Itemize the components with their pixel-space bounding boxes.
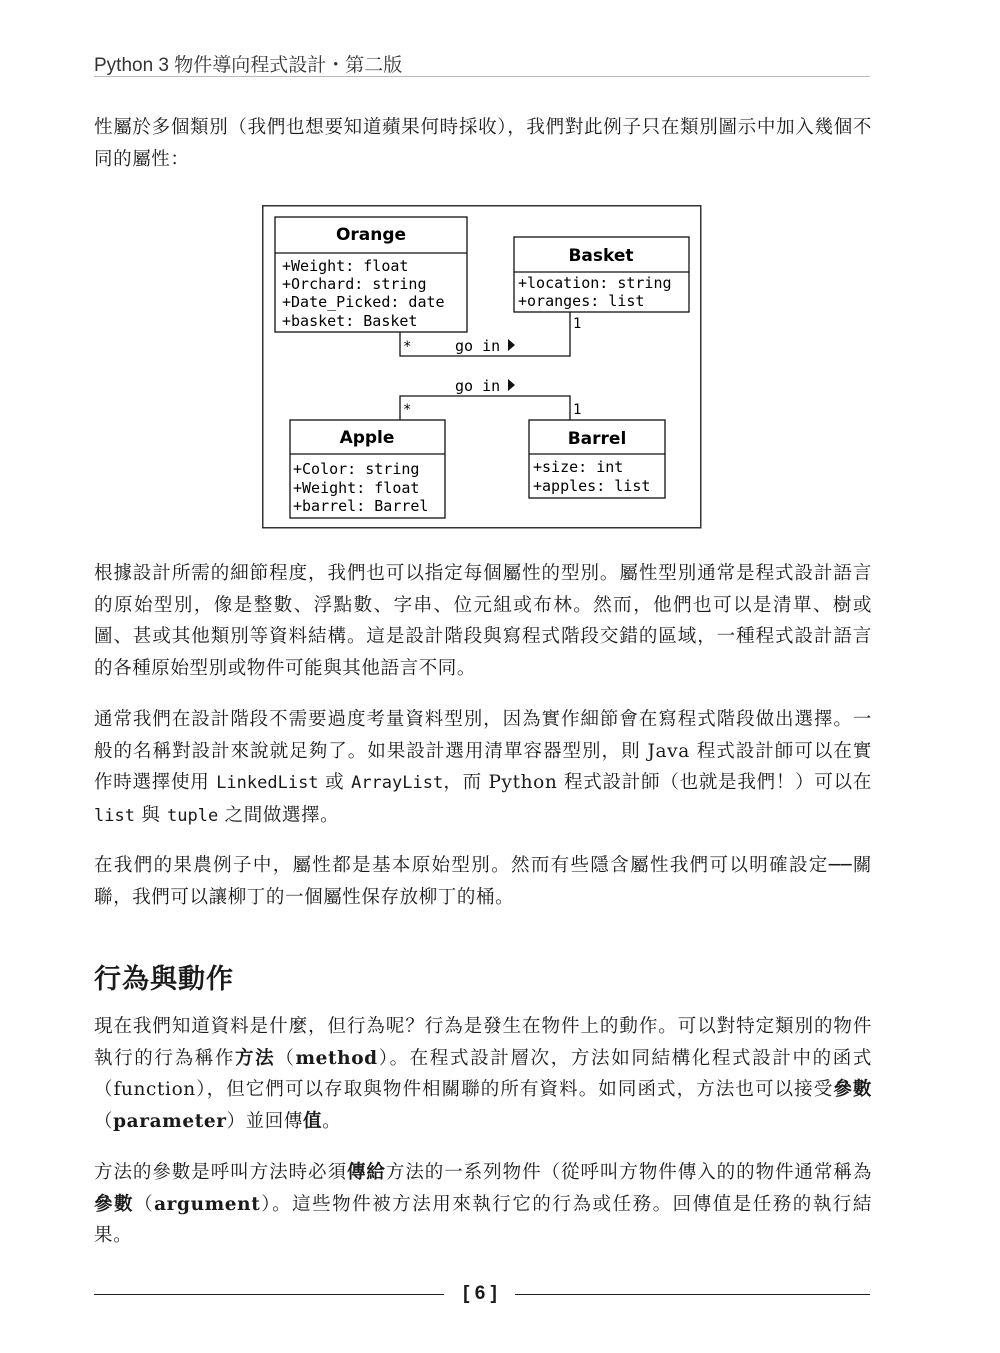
body-paragraph-5: 方法的參數是呼叫方法時必須傳給方法的一系列物件（從呼叫方物件傳入的的物件通常稱為參數（argument）。這些物件被方法用來執行它的行為或任務。回傳值是任務的執行結果。	[94, 1162, 872, 1246]
term-argument-en: argument	[154, 1193, 261, 1215]
term-value-zh: 值	[302, 1110, 323, 1132]
term-method-en: method	[295, 1047, 378, 1069]
class-barrel	[529, 420, 665, 498]
apple-attr: +Weight: float	[293, 479, 420, 497]
code-list: list	[94, 805, 135, 826]
uml-class-diagram	[262, 205, 702, 530]
body-paragraph-2: 通常我們在設計階段不需要過度考量資料型別，因為實作細節會在寫程式階段做出選擇。一般的名稱對設計來說就足夠了。如果設計選用清單容器型別，則 Java 程式設計師可以在實作時選擇使用 LinkedList 或 ArrayList，而 Python 程式設計師（也就是我們！）可以在 list 與 tuple 之間做選擇。	[94, 709, 872, 826]
class-apple	[290, 420, 445, 518]
orange-attr: +Weight: float	[282, 257, 409, 275]
apple-attr: +barrel: Barrel	[293, 497, 429, 515]
barrel-class-name: Barrel	[567, 429, 627, 449]
term-parameter-en: parameter	[113, 1110, 227, 1132]
body-paragraph-4: 現在我們知道資料是什麼，但行為呢？行為是發生在物件上的動作。可以對特定類別的物件執行的行為稱作方法（method）。在程式設計層次，方法如同結構化程式設計中的函式（function），但它們可以存取與物件相關聯的所有資料。如同函式，方法也可以接受參數（parameter）並回傳值。	[94, 1016, 873, 1132]
footer-rule-left	[94, 1294, 444, 1295]
orange-class-name: Orange	[335, 225, 407, 245]
assoc1-label: go in	[455, 337, 501, 355]
section-heading: 行為與動作	[94, 964, 234, 995]
term-argument-zh: 參數	[94, 1193, 135, 1215]
header-divider	[94, 76, 870, 77]
assoc2-label: go in	[455, 377, 501, 395]
term-parameter-zh: 參數	[833, 1079, 872, 1100]
assoc1-mult-left: *	[403, 339, 412, 355]
barrel-attr: +size: int	[533, 458, 624, 476]
page-number: [ 6 ]	[463, 1283, 497, 1304]
footer-rule-right	[515, 1294, 870, 1295]
body-paragraph-1: 根據設計所需的細節程度，我們也可以指定每個屬性的型別。屬性型別通常是程式設計語言的原始型別，像是整數、浮點數、字串、位元組或布林。然而，他們也可以是清單、樹或圖、甚或其他類別等資料結構。這是設計階段與寫程式階段交錯的區域，一種程式設計語言的各種原始型別或物件可能與其他語言不同。	[94, 563, 872, 679]
orange-attr: +basket: Basket	[282, 312, 418, 330]
code-linkedlist: LinkedList	[216, 773, 319, 793]
basket-attr: +oranges: list	[518, 292, 645, 310]
class-basket	[514, 237, 689, 312]
basket-attr: +location: string	[518, 274, 672, 292]
body-paragraph-3: 在我們的果農例子中，屬性都是基本原始型別。然而有些隱含屬性我們可以明確設定──關聯，我們可以讓柳丁的一個屬性保存放柳丁的桶。	[94, 855, 872, 908]
class-orange	[275, 217, 467, 332]
code-tuple: tuple	[167, 805, 219, 826]
assoc2-mult-left: *	[403, 402, 412, 418]
apple-attr: +Color: string	[293, 460, 420, 478]
code-arraylist: ArrayList	[351, 773, 444, 793]
barrel-attr: +apples: list	[533, 477, 651, 495]
term-method-zh: 方法	[235, 1047, 276, 1069]
orange-attr: +Date_Picked: date	[282, 293, 445, 311]
running-header: Python 3 物件導向程式設計・第二版	[94, 55, 403, 76]
apple-class-name: Apple	[339, 428, 395, 448]
intro-paragraph: 性屬於多個類別（我們也想要知道蘋果何時採收），我們對此例子只在類別圖示中加入幾個不同的屬性：	[94, 117, 872, 170]
assoc2-mult-right: 1	[573, 402, 582, 418]
orange-attr: +Orchard: string	[282, 275, 427, 293]
basket-class-name: Basket	[568, 246, 634, 266]
term-pass-zh: 傳給	[346, 1162, 386, 1183]
assoc1-mult-right: 1	[573, 316, 582, 332]
